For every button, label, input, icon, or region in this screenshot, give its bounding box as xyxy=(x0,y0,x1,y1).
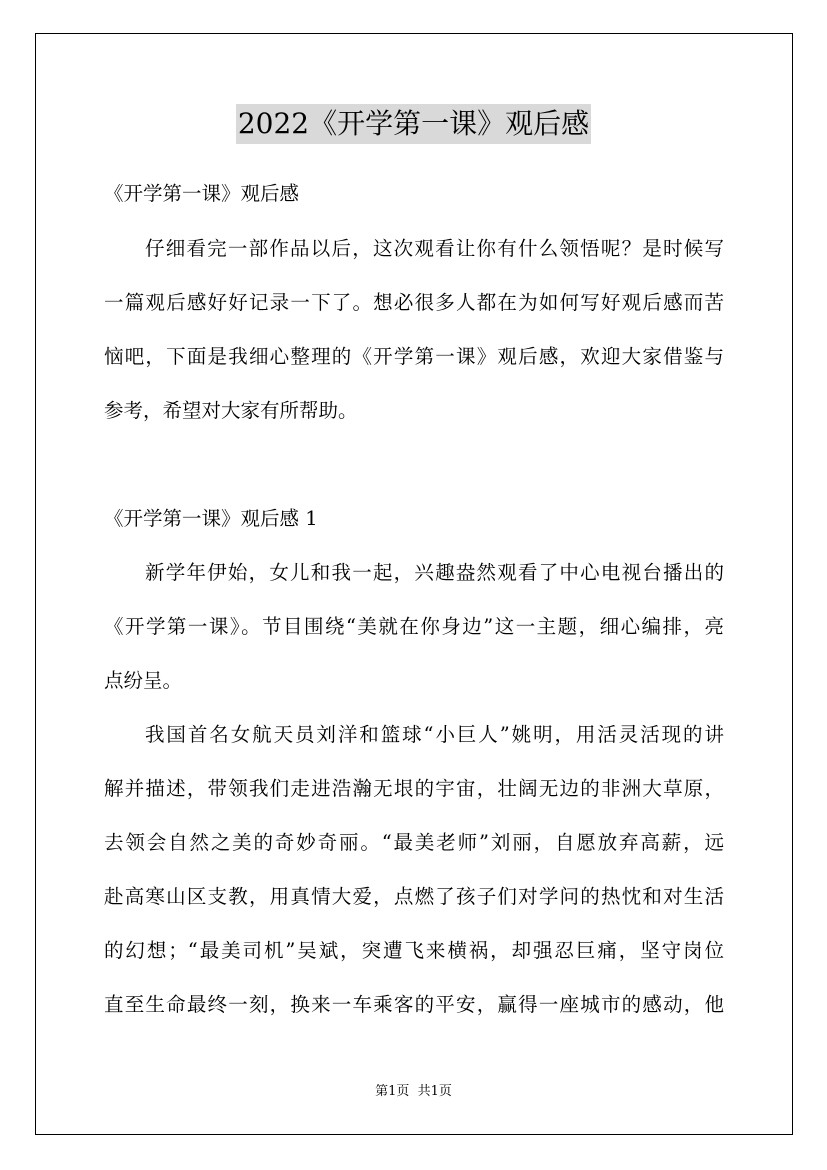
paragraph-line: 直至生命最终一刻，换来一车乘客的平安，赢得一座城市的感动，他 xyxy=(104,993,724,1016)
page-footer: 第1页 共1页 xyxy=(375,1084,452,1099)
paragraph-line: 去领会自然之美的奇妙奇丽。“最美老师”刘丽，自愿放弃高薪，远 xyxy=(104,831,724,854)
paragraph-line: 的幻想；“最美司机”吴斌，突遭飞来横祸，却强忍巨痛，坚守岗位 xyxy=(104,939,724,962)
intro-line: 一篇观后感好好记录一下了。想必很多人都在为如何写好观后感而苦 xyxy=(104,291,724,314)
paragraph-line: 点纷呈。 xyxy=(104,669,183,692)
paragraph-line: 《开学第一课》。节目围绕“美就在你身边”这一主题，细心编排，亮 xyxy=(104,615,724,638)
paragraph-line: 新学年伊始，女儿和我一起，兴趣盎然观看了中心电视台播出的 xyxy=(145,561,724,584)
document-title: 2022《开学第一课》观后感 xyxy=(236,104,591,144)
paragraph-line: 我国首名女航天员刘洋和篮球“小巨人”姚明，用活灵活现的讲 xyxy=(145,723,724,746)
paragraph-line: 赴高寒山区支教，用真情大爱，点燃了孩子们对学问的热忱和对生活 xyxy=(104,885,724,908)
section-heading: 《开学第一课》观后感 1 xyxy=(104,507,318,530)
subtitle: 《开学第一课》观后感 xyxy=(104,182,300,205)
title-container xyxy=(0,104,827,144)
paragraph-line: 解并描述，带领我们走进浩瀚无垠的宇宙，壮阔无边的非洲大草原， xyxy=(104,777,724,800)
intro-line: 恼吧，下面是我细心整理的《开学第一课》观后感，欢迎大家借鉴与 xyxy=(104,345,724,368)
intro-line: 参考，希望对大家有所帮助。 xyxy=(104,399,358,422)
intro-line: 仔细看完一部作品以后，这次观看让你有什么领悟呢？是时候写 xyxy=(145,237,724,260)
